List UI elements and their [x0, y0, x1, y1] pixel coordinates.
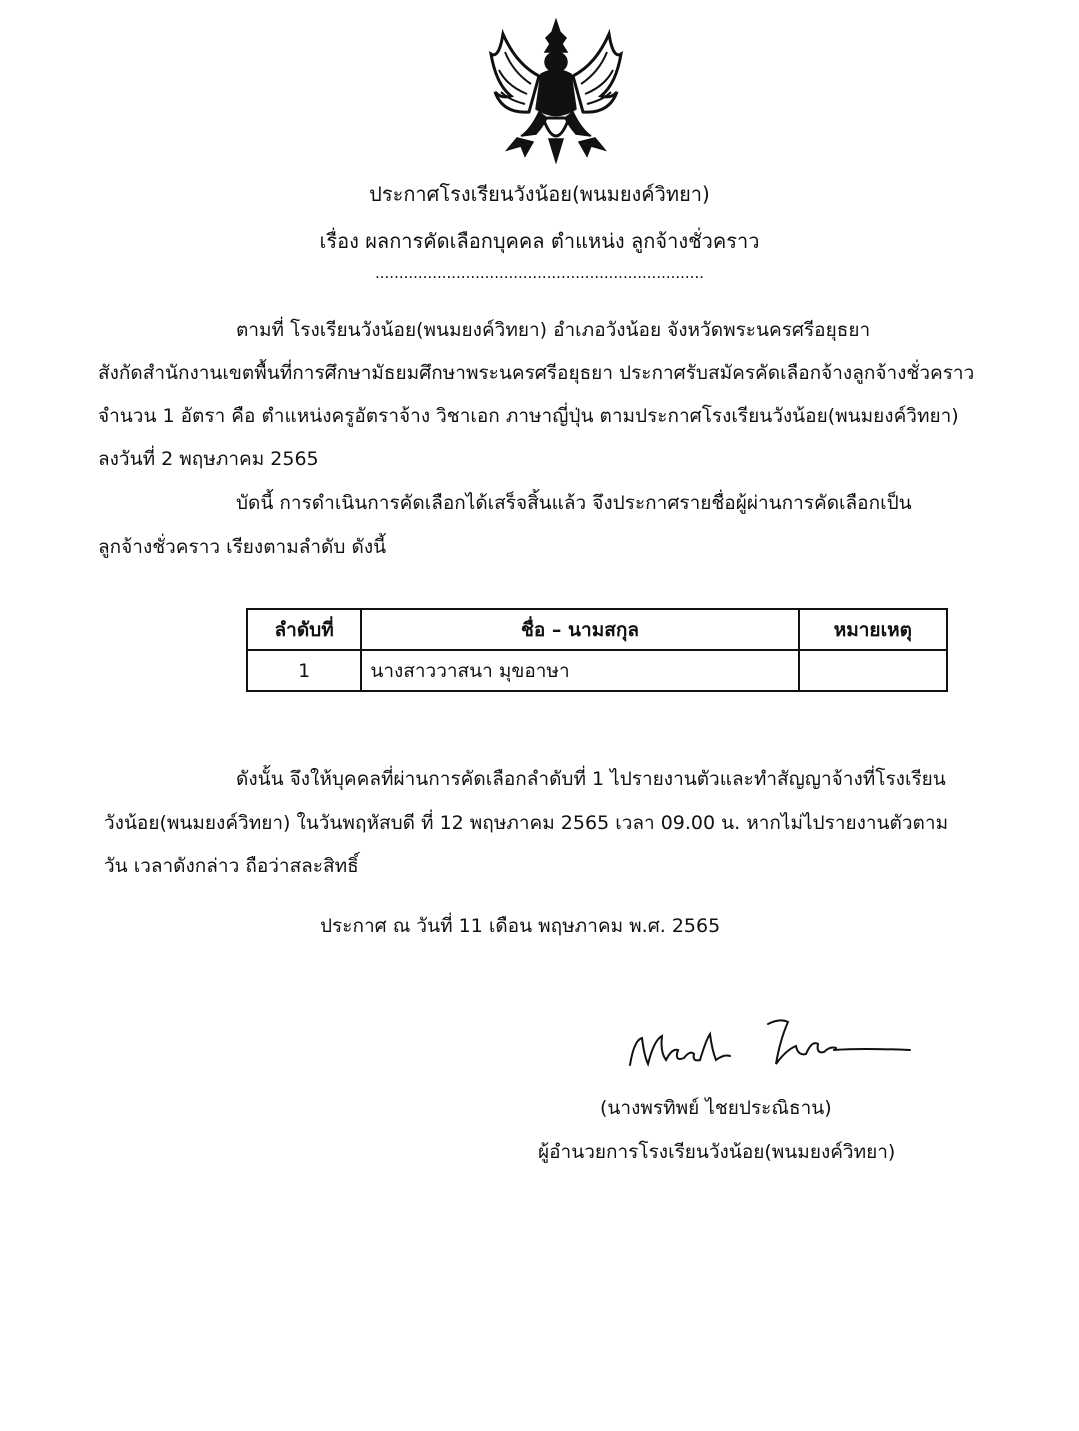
- handwritten-signature-icon: [620, 1010, 920, 1080]
- announcement-title: ประกาศโรงเรียนวังน้อย(พนมยงค์วิทยา): [369, 182, 710, 206]
- header-fullname: ชื่อ – นามสกุล: [361, 609, 798, 650]
- paragraph2-line2: ลูกจ้างชั่วคราว เรียงตามลำดับ ดังนี้: [98, 536, 387, 558]
- garuda-emblem-icon: [481, 14, 631, 164]
- signatory-position: ผู้อำนวยการโรงเรียนวังน้อย(พนมยงค์วิทยา): [538, 1141, 896, 1163]
- paragraph1-line1: ตามที่ โรงเรียนวังน้อย(พนมยงค์วิทยา) อำเภอวังน้อย จังหวัดพระนครศรีอยุธยา: [236, 319, 871, 341]
- paragraph3-line2: วังน้อย(พนมยงค์วิทยา) ในวันพฤหัสบดี ที่ 12 พฤษภาคม 2565 เวลา 09.00 น. หากไม่ไปรายงานตัวตาม: [104, 812, 949, 834]
- paragraph3-line1: ดังนั้น จึงให้บุคคลที่ผ่านการคัดเลือกลำดับที่ 1 ไปรายงานตัวและทำสัญญาจ้างที่โรงเรียน: [236, 768, 946, 790]
- paragraph2-line1: บัดนี้ การดำเนินการคัดเลือกได้เสร็จสิ้นแล้ว จึงประกาศรายชื่อผู้ผ่านการคัดเลือกเป็น: [236, 492, 912, 514]
- table-row: [247, 650, 947, 691]
- paragraph3-line3: วัน เวลาดังกล่าว ถือว่าสละสิทธิ์: [104, 855, 359, 877]
- title-separator: .....................................................................: [375, 264, 704, 282]
- announcement-subject: เรื่อง ผลการคัดเลือกบุคคล ตำแหน่ง ลูกจ้างชั่วคราว: [319, 229, 760, 253]
- paragraph1-line4: ลงวันที่ 2 พฤษภาคม 2565: [98, 448, 319, 470]
- paragraph1-line3: จำนวน 1 อัตรา คือ ตำแหน่งครูอัตราจ้าง วิชาเอก ภาษาญี่ปุ่น ตามประกาศโรงเรียนวังน้อย(พนมยงค์วิทยา): [98, 405, 959, 427]
- header-remark: หมายเหตุ: [799, 609, 947, 650]
- table-header-row: [247, 609, 947, 650]
- paragraph1-line2: สังกัดสำนักงานเขตพื้นที่การศึกษามัธยมศึกษาพระนครศรีอยุธยา ประกาศรับสมัครคัดเลือกจ้างลูกจ้างชั่วคราว: [98, 362, 975, 384]
- row-fullname: นางสาววาสนา มุขอาษา: [361, 650, 798, 691]
- signatory-name: (นางพรทิพย์ ไชยประณิธาน): [600, 1097, 832, 1119]
- selection-result-table: [246, 608, 948, 692]
- header-order: ลำดับที่: [247, 609, 361, 650]
- announcement-date: ประกาศ ณ วันที่ 11 เดือน พฤษภาคม พ.ศ. 2565: [320, 915, 721, 937]
- row-order: 1: [247, 650, 361, 691]
- row-remark: [799, 650, 947, 691]
